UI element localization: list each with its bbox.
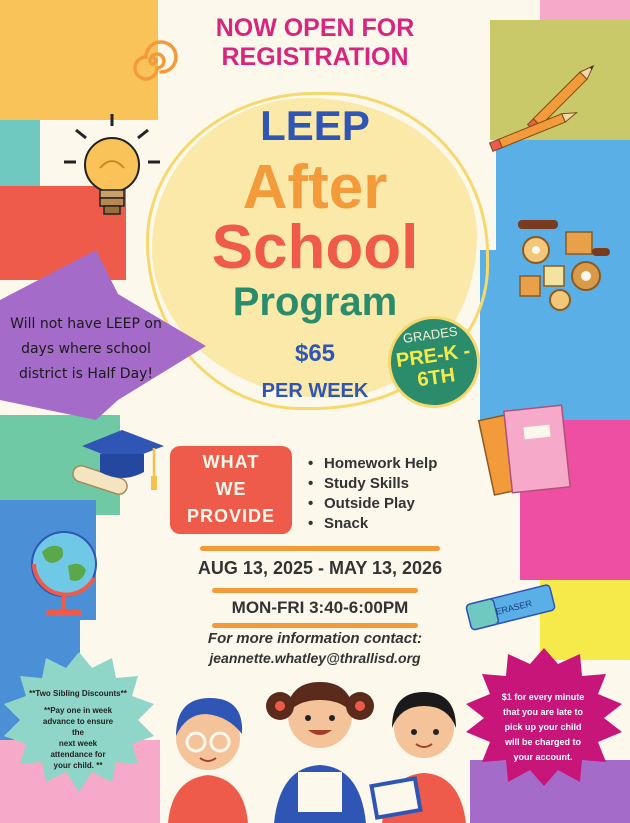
sibling-line-1: **Two Sibling Discounts** [29, 689, 127, 698]
after-title: After [242, 153, 388, 222]
program-hours: MON-FRI 3:40-6:00PM [231, 598, 409, 617]
grades-line-1: PRE-K - [394, 339, 472, 373]
late-line-3: pick up your child [504, 722, 582, 732]
sibling-line-7: your child. ** [53, 761, 103, 770]
sibling-line-5: next week [58, 739, 98, 748]
list-item: • Homework Help [308, 454, 437, 474]
sibling-discount-text [22, 688, 134, 771]
what-we-provide-box [170, 446, 292, 534]
leep-title: LEEP [260, 102, 370, 149]
list-item: • Snack [308, 514, 437, 534]
grades-value [389, 339, 480, 395]
provide-line-3: PROVIDE [186, 506, 276, 526]
school-title: School [211, 213, 419, 282]
per-week-label: PER WEEK [261, 380, 369, 402]
notice-line-1: Will not have LEEP on [10, 316, 162, 332]
price-label: $65 [294, 340, 336, 367]
sibling-line-6: attendance for [50, 750, 106, 759]
banner-line-1: NOW OPEN FOR [215, 14, 415, 42]
late-line-5: your account. [513, 752, 573, 762]
grades-line-2: 6TH [415, 364, 457, 392]
late-line-4: will be charged to [504, 737, 581, 747]
half-day-notice [6, 312, 166, 387]
provide-line-2: WE [215, 479, 247, 499]
bg-block-left-teal [0, 120, 40, 190]
notice-line-2: days where school [21, 341, 151, 357]
notebook-icon [486, 400, 576, 510]
swirl-icon [130, 38, 176, 84]
grades-label: GRADES [401, 323, 459, 347]
sibling-line-3: advance to ensure [42, 717, 114, 726]
sibling-line-2: **Pay one in week [43, 706, 113, 715]
notice-line-3: district is Half Day! [18, 366, 154, 382]
program-dates: AUG 13, 2025 - MAY 13, 2026 [197, 558, 443, 578]
sibling-line-4: the [72, 728, 84, 737]
snacks-icon [514, 214, 614, 314]
children-illustration [158, 676, 470, 823]
contact-title: For more information contact: [207, 630, 423, 647]
contact-email: jeannette.whatley@thrallisd.org [209, 650, 421, 666]
list-item: • Outside Play [308, 494, 437, 514]
lightbulb-icon [62, 110, 162, 230]
list-item: • Study Skills [308, 474, 437, 494]
late-line-1: $1 for every minute [501, 692, 585, 702]
banner-line-2: REGISTRATION [221, 43, 409, 71]
pencil-icon-2 [480, 100, 590, 160]
graduation-cap-icon [72, 424, 168, 508]
late-fee-text [484, 690, 602, 765]
registration-banner [150, 14, 480, 72]
eraser-icon [462, 584, 562, 634]
divider-bottom [212, 623, 418, 628]
eraser-label: ERASER [494, 598, 533, 617]
provide-list [308, 454, 437, 534]
provide-line-1: WHAT [202, 452, 260, 472]
divider-middle [212, 588, 418, 593]
program-title: Program [232, 280, 398, 324]
globe-icon [20, 522, 110, 622]
late-line-2: that you are late to [502, 707, 583, 717]
divider-top [200, 546, 440, 551]
